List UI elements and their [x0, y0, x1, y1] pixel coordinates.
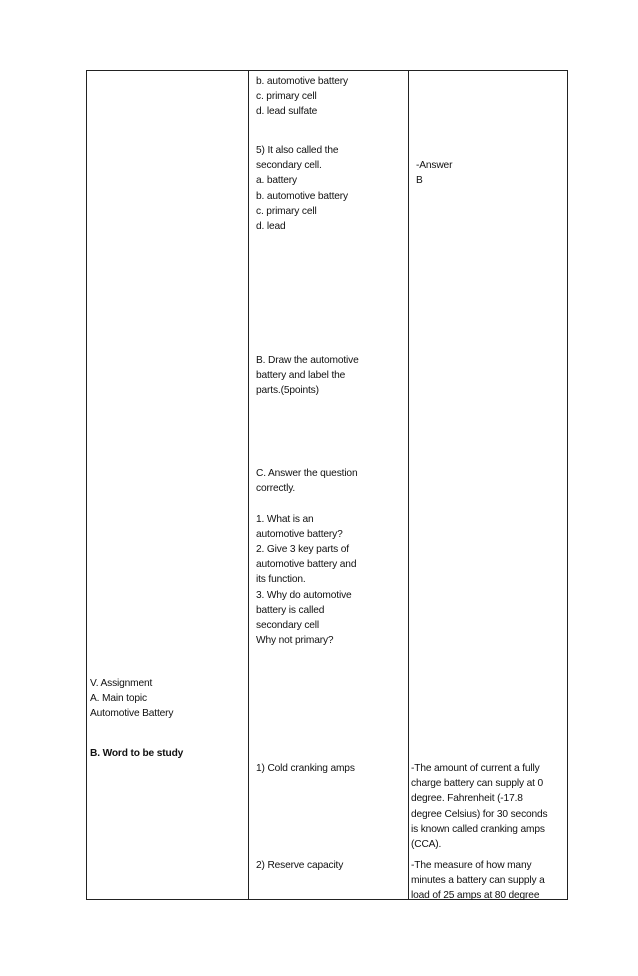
text-line: charge battery can supply at 0 [411, 778, 543, 790]
text-line: A. Main topic [90, 693, 147, 705]
text-line: -The amount of current a fully [411, 763, 540, 774]
text-line: 2. Give 3 key parts of [256, 544, 349, 555]
text-line: secondary cell [256, 620, 320, 632]
text-line: B. Draw the automotive [256, 355, 359, 366]
definition-reserve-capacity [411, 858, 545, 904]
text-line: Why not primary? [256, 635, 334, 647]
text-line: minutes a battery can supply a [411, 875, 545, 887]
text-line: load of 25 amps at 80 degree [411, 890, 540, 902]
text-line: degree Celsius) for 30 seconds [411, 808, 548, 820]
text-line: (CCA). [411, 839, 442, 851]
option-line: c. primary cell [256, 205, 317, 217]
column-divider-2 [408, 71, 409, 899]
assignment-heading [90, 676, 173, 722]
text-line: C. Answer the question [256, 468, 358, 479]
option-line: d. lead sulfate [256, 106, 318, 118]
text-line: secondary cell. [256, 160, 322, 172]
part-b-instruction [256, 353, 359, 399]
text-line: 5) It also called the [256, 145, 339, 156]
option-line: b. automotive battery [256, 190, 348, 202]
text-line: 3. Why do automotive [256, 589, 352, 601]
text-line: battery and label the [256, 370, 346, 382]
text-line: automotive battery and [256, 559, 357, 571]
text-line: degree. Fahrenheit (-17.8 [411, 793, 523, 805]
definition-cold-cranking-amps [411, 761, 548, 852]
option-line: b. automotive battery [256, 76, 348, 87]
option-line: d. lead [256, 221, 286, 233]
text-line: B [416, 175, 423, 187]
text-line: parts.(5points) [256, 385, 319, 397]
text-line: battery is called [256, 604, 325, 616]
text-line: V. Assignment [90, 678, 153, 689]
answer-block [416, 158, 452, 188]
text-line: automotive battery? [256, 528, 343, 540]
word-to-study-heading: B. Word to be study [90, 748, 184, 759]
text-line: is known called cranking amps [411, 823, 545, 835]
question-5 [256, 143, 348, 234]
text-line: Automotive Battery [90, 708, 174, 720]
term-reserve-capacity: 2) Reserve capacity [256, 860, 344, 871]
column-divider-1 [248, 71, 249, 899]
text-line: -Answer [416, 160, 453, 171]
term-cold-cranking-amps: 1) Cold cranking amps [256, 763, 355, 774]
text-line: correctly. [256, 483, 296, 495]
text-line: its function. [256, 574, 306, 586]
option-line: a. battery [256, 175, 297, 187]
part-c-instruction [256, 466, 357, 648]
text-line: 1. What is an [256, 513, 314, 525]
option-line: c. primary cell [256, 91, 317, 103]
text-line: -The measure of how many [411, 860, 532, 871]
question-4-options [256, 74, 348, 120]
